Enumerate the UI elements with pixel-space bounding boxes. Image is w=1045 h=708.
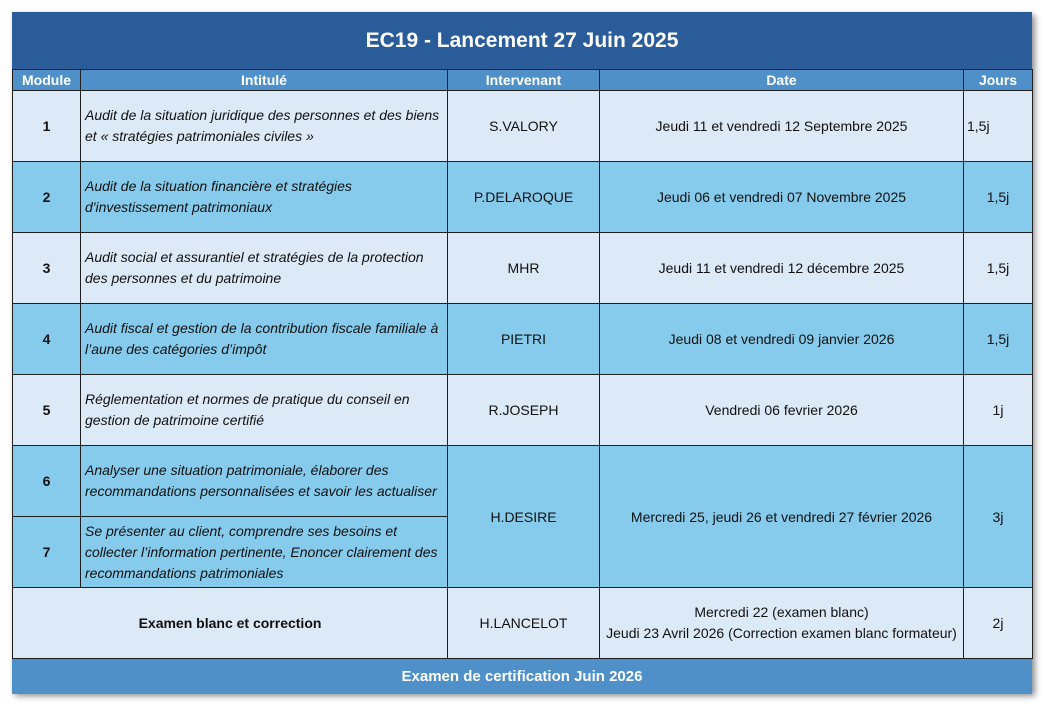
module-jours: 1,5j <box>964 304 1033 375</box>
module-intervenant: P.DELAROQUE <box>448 162 600 233</box>
module-number: 1 <box>13 91 81 162</box>
module-jours: 1,5j <box>964 91 1033 162</box>
table-header-row <box>13 70 1033 91</box>
table-row <box>13 304 1033 375</box>
module-intervenant: H.DESIRE <box>448 446 600 588</box>
exam-jours: 2j <box>964 588 1033 659</box>
module-intervenant: R.JOSEPH <box>448 375 600 446</box>
schedule-table <box>12 69 1033 659</box>
module-title: Audit social et assurantiel et stratégies de la protection des personnes et du patrimoine <box>81 233 448 304</box>
module-date: Vendredi 06 fevrier 2026 <box>600 375 964 446</box>
table-row <box>13 375 1033 446</box>
module-intervenant: MHR <box>448 233 600 304</box>
module-title: Audit fiscal et gestion de la contribution fiscale familiale à l’aune des catégories d’impôt <box>81 304 448 375</box>
module-number: 5 <box>13 375 81 446</box>
module-intervenant: S.VALORY <box>448 91 600 162</box>
exam-row <box>13 588 1033 659</box>
module-title: Analyser une situation patrimoniale, élaborer des recommandations personnalisées et savoir les actualiser <box>81 446 448 517</box>
module-jours: 1j <box>964 375 1033 446</box>
col-header-date: Date <box>600 70 964 91</box>
module-date: Jeudi 06 et vendredi 07 Novembre 2025 <box>600 162 964 233</box>
module-number: 6 <box>13 446 81 517</box>
module-number: 3 <box>13 233 81 304</box>
module-number: 4 <box>13 304 81 375</box>
page-title: EC19 - Lancement 27 Juin 2025 <box>12 12 1032 69</box>
module-title: Réglementation et normes de pratique du conseil en gestion de patrimoine certifié <box>81 375 448 446</box>
module-jours: 3j <box>964 446 1033 588</box>
module-title: Audit de la situation financière et stratégies d'investissement patrimoniaux <box>81 162 448 233</box>
exam-label: Examen blanc et correction <box>13 588 448 659</box>
module-date: Jeudi 11 et vendredi 12 décembre 2025 <box>600 233 964 304</box>
table-row <box>13 91 1033 162</box>
module-title: Se présenter au client, comprendre ses besoins et collecter l’information pertinente, Enoncer clairement des recommandations patrimoniales <box>81 517 448 588</box>
exam-date-line1: Mercredi 22 (examen blanc) <box>694 604 869 620</box>
module-date: Jeudi 11 et vendredi 12 Septembre 2025 <box>600 91 964 162</box>
col-header-jours: Jours <box>964 70 1033 91</box>
module-jours: 1,5j <box>964 162 1033 233</box>
col-header-module: Module <box>13 70 81 91</box>
module-date: Mercredi 25, jeudi 26 et vendredi 27 février 2026 <box>600 446 964 588</box>
col-header-intitule: Intitulé <box>81 70 448 91</box>
table-row <box>13 446 1033 517</box>
certification-footer: Examen de certification Juin 2026 <box>12 658 1032 694</box>
schedule-sheet <box>12 12 1032 693</box>
table-row <box>13 162 1033 233</box>
module-title: Audit de la situation juridique des personnes et des biens et « stratégies patrimoniales civiles » <box>81 91 448 162</box>
module-intervenant: PIETRI <box>448 304 600 375</box>
table-row <box>13 233 1033 304</box>
module-jours: 1,5j <box>964 233 1033 304</box>
module-date: Jeudi 08 et vendredi 09 janvier 2026 <box>600 304 964 375</box>
col-header-intervenant: Intervenant <box>448 70 600 91</box>
exam-date-line2: Jeudi 23 Avril 2026 (Correction examen blanc formateur) <box>606 625 957 641</box>
module-number: 2 <box>13 162 81 233</box>
module-number: 7 <box>13 517 81 588</box>
exam-intervenant: H.LANCELOT <box>448 588 600 659</box>
exam-date <box>600 588 964 659</box>
